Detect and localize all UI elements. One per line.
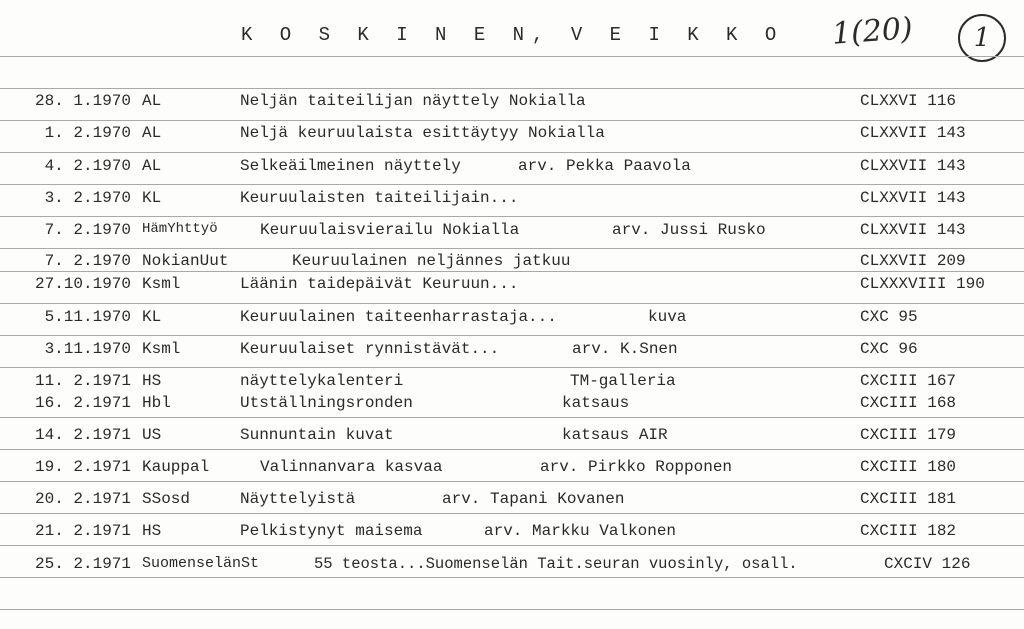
entry-row (0, 372, 1024, 392)
entry-source: SuomenselänSt (142, 555, 260, 572)
entry-date: 20. 2.1971 (34, 490, 131, 508)
entry-date: 16. 2.1971 (34, 394, 131, 412)
rule-line (0, 417, 1024, 418)
entry-title: Keuruulaisten taiteilijain... (240, 189, 519, 207)
entry-date: 11. 2.1971 (34, 372, 131, 390)
entry-note: arv. Markku Valkonen (484, 522, 677, 540)
entry-date: 28. 1.1970 (34, 92, 131, 110)
entry-title: Sunnuntain kuvat (240, 426, 394, 444)
entry-title: Neljän taiteilijan näyttely Nokialla (240, 92, 586, 110)
entry-title: Neljä keuruulaista esittäytyy Nokialla (240, 124, 605, 142)
entry-date: 3.11.1970 (44, 340, 131, 358)
entry-reference: CLXXXVIII 190 (860, 275, 985, 293)
entry-reference: CLXXVII 143 (860, 189, 966, 207)
entry-row (0, 221, 1024, 241)
entry-title: Näyttelyistä (240, 490, 356, 508)
entry-title: Keuruulaiset rynnistävät... (240, 340, 500, 358)
entry-source: US (142, 426, 162, 444)
entry-source: Kauppal (142, 458, 210, 476)
entry-source: HämYhttyö (142, 221, 218, 237)
entry-reference: CLXXVII 143 (860, 157, 966, 175)
entry-reference: CXCIII 168 (860, 394, 957, 412)
entry-title: Keuruulainen neljännes jatkuu (292, 252, 571, 270)
rule-line (0, 184, 1024, 185)
entry-reference: CXC 95 (860, 308, 918, 326)
entry-source: NokianUut (142, 252, 229, 270)
entry-title: Pelkistynyt maisema (240, 522, 423, 540)
entry-note: arv. Pekka Paavola (518, 157, 691, 175)
rule-line (0, 56, 1024, 57)
entry-reference: CXCIII 180 (860, 458, 957, 476)
rule-line (0, 152, 1024, 153)
entry-title: Utställningsronden (240, 394, 413, 412)
entry-title: näyttelykalenteri (240, 372, 404, 390)
entry-date: 3. 2.1970 (44, 189, 131, 207)
entry-source: HS (142, 372, 162, 390)
entry-reference: CXCIV 126 (884, 555, 971, 573)
entry-row (0, 308, 1024, 328)
entry-date: 14. 2.1971 (34, 426, 131, 444)
entry-row (0, 555, 1024, 575)
rule-line (0, 120, 1024, 121)
entry-source: KL (142, 308, 162, 326)
entry-reference: CXCIII 167 (860, 372, 957, 390)
entry-row (0, 92, 1024, 112)
rule-line (0, 248, 1024, 249)
rule-line (0, 303, 1024, 304)
entry-date: 1. 2.1970 (44, 124, 131, 142)
entry-source: Hbl (142, 394, 171, 412)
entry-source: Ksml (142, 340, 181, 358)
entry-date: 19. 2.1971 (34, 458, 131, 476)
entry-row (0, 458, 1024, 478)
entry-note: katsaus AIR (562, 426, 668, 444)
entry-source: KL (142, 189, 162, 207)
entry-title: Läänin taidepäivät Keuruun... (240, 275, 519, 293)
card-header-name: K O S K I N E N, V E I K K O (241, 24, 785, 46)
entry-note: arv. Pirkko Ropponen (540, 458, 733, 476)
entry-row (0, 124, 1024, 144)
rule-line (0, 513, 1024, 514)
entry-row (0, 426, 1024, 446)
entry-reference: CXCIII 179 (860, 426, 957, 444)
entry-row (0, 252, 1024, 272)
entry-source: SSosd (142, 490, 191, 508)
rule-line (0, 481, 1024, 482)
entry-source: AL (142, 92, 162, 110)
entry-date: 21. 2.1971 (34, 522, 131, 540)
rule-line (0, 88, 1024, 89)
entry-source: AL (142, 124, 162, 142)
entry-note: arv. Tapani Kovanen (442, 490, 625, 508)
rule-line (0, 609, 1024, 610)
rule-line (0, 367, 1024, 368)
entry-note: katsaus (562, 394, 630, 412)
entry-date: 25. 2.1971 (34, 555, 131, 573)
entry-reference: CLXXVII 143 (860, 124, 966, 142)
entry-row (0, 340, 1024, 360)
entry-note: arv. K.Snen (572, 340, 678, 358)
rule-line (0, 216, 1024, 217)
entry-reference: CXCIII 182 (860, 522, 957, 540)
rule-line (0, 449, 1024, 450)
entry-reference: CLXXVII 209 (860, 252, 966, 270)
entry-note: arv. Jussi Rusko (612, 221, 766, 239)
entry-row (0, 189, 1024, 209)
circled-card-number: 1 (958, 14, 1006, 62)
entry-title: 55 teosta...Suomenselän Tait.seuran vuosinly, osall. (314, 555, 798, 573)
entry-reference: CLXXVI 116 (860, 92, 957, 110)
entry-source: Ksml (142, 275, 181, 293)
entry-title: Selkeäilmeinen näyttely (240, 157, 461, 175)
entry-reference: CXCIII 181 (860, 490, 957, 508)
entry-source: AL (142, 157, 162, 175)
rule-line (0, 335, 1024, 336)
entry-row (0, 522, 1024, 542)
entry-date: 4. 2.1970 (44, 157, 131, 175)
entry-date: 7. 2.1970 (44, 252, 131, 270)
entry-title: Keuruulainen taiteenharrastaja... (240, 308, 557, 326)
entry-title: Keuruulaisvierailu Nokialla (260, 221, 520, 239)
rule-line (0, 577, 1024, 578)
entry-title: Valinnanvara kasvaa (260, 458, 443, 476)
entry-row (0, 490, 1024, 510)
entry-source: HS (142, 522, 162, 540)
entry-row (0, 275, 1024, 295)
entry-date: 5.11.1970 (44, 308, 131, 326)
entry-row (0, 394, 1024, 414)
entry-row (0, 157, 1024, 177)
entry-note: TM-galleria (570, 372, 676, 390)
entry-reference: CLXXVII 143 (860, 221, 966, 239)
entry-reference: CXC 96 (860, 340, 918, 358)
entry-note: kuva (648, 308, 687, 326)
entry-date: 7. 2.1970 (44, 221, 131, 239)
card-sequence-number: 1(20) (830, 11, 914, 52)
rule-line (0, 545, 1024, 546)
entry-date: 27.10.1970 (34, 275, 131, 293)
